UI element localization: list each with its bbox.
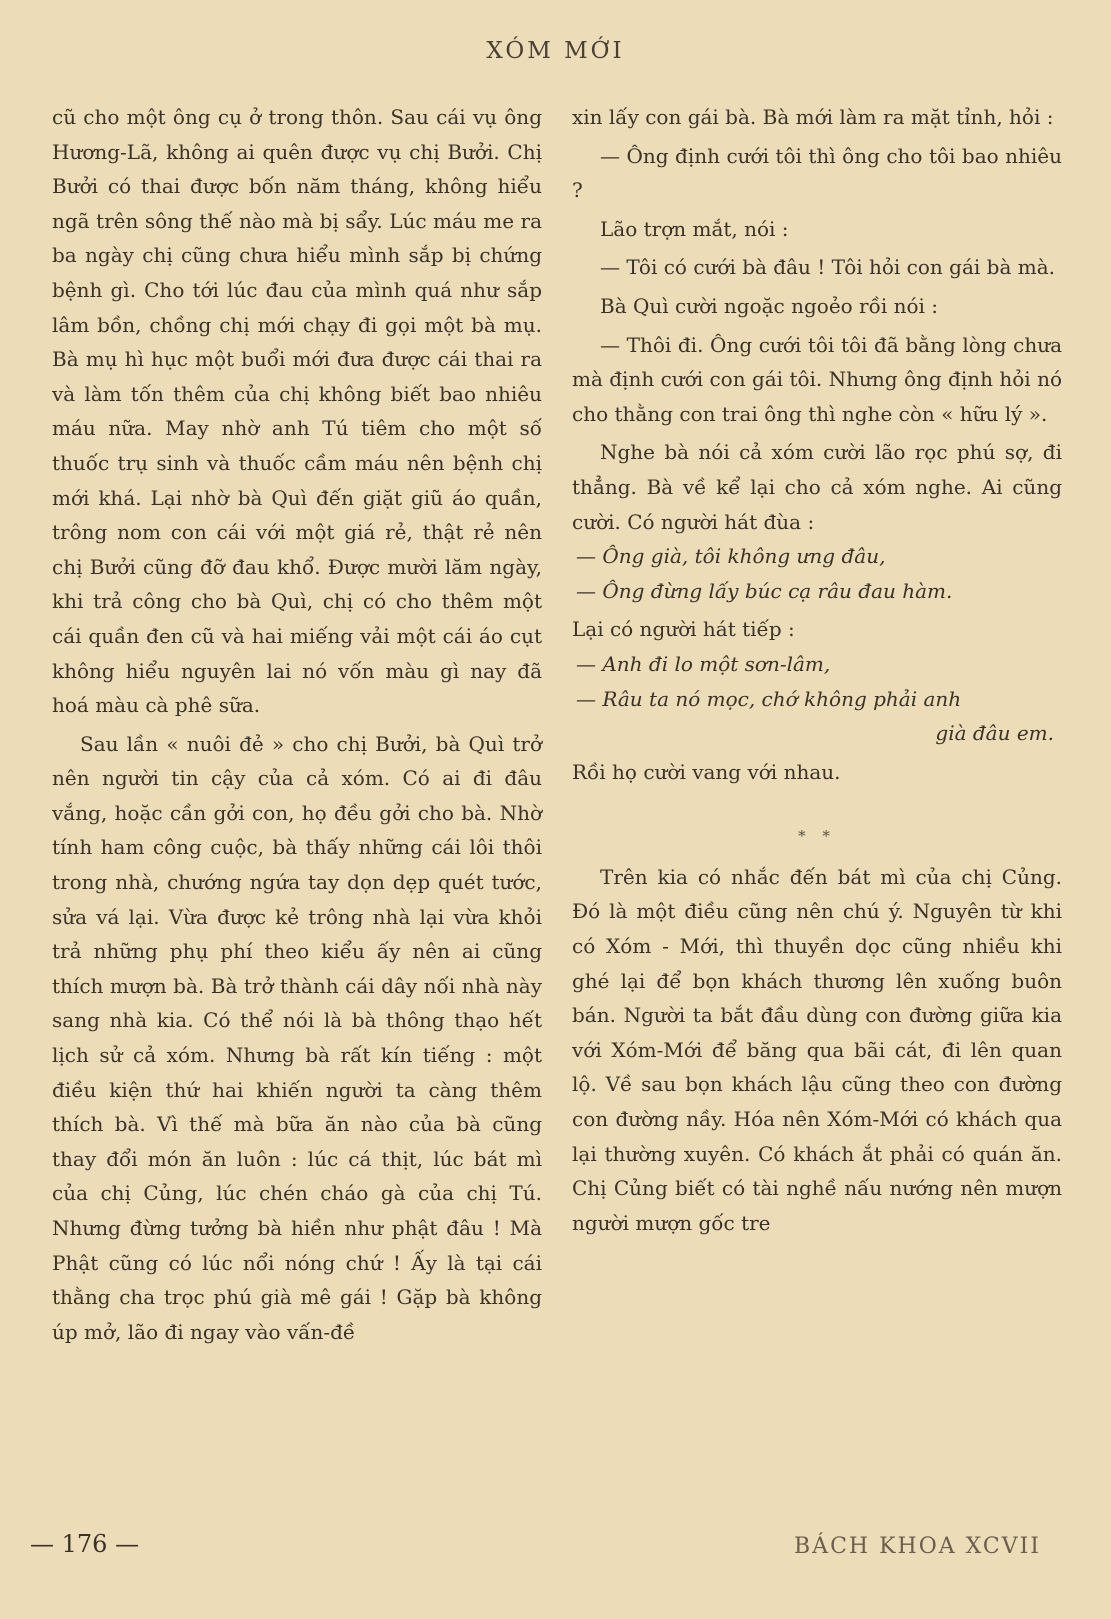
- paragraph: Sau lần « nuôi đẻ » cho chị Bưởi, bà Quì trở nên người tin cậy của cả xóm. Có ai đi đâu vắng, hoặc cần gởi con, họ đều gởi cho bà. Nhờ tính ham công cuộc, bà thấy những cái lôi thôi trong nhà, chướng ngứa tay dọn dẹp quét tước, sửa vá lại. Vừa được kẻ trông nhà lại vừa khỏi trả những phụ phí theo kiểu ấy nên ai cũng thích mượn bà. Bà trở thành cái dây nối nhà này sang nhà kia. Có thể nói là bà thông thạo hết lịch sử cả xóm. Nhưng bà rất kín tiếng : một điều kiện thứ hai khiến người ta càng thêm thích bà. Vì thế mà bữa ăn nào của bà cũng thay đổi món ăn luôn : lúc cá thịt, lúc bát mì của chị Củng, lúc chén cháo gà của chị Tú. Nhưng đừng tưởng bà hiền như phật đâu ! Mà Phật cũng có lúc nổi nóng chứ ! Ấy là tại cái thằng cha trọc phú già mê gái ! Gặp bà không úp mở, lão đi ngay vào vấn-đề: [52, 731, 542, 1344]
- dialogue-line: — Thôi đi. Ông cưới tôi tôi đã bằng lòng chưa mà định cưới con gái tôi. Nhưng ông định hỏi nó cho thằng con trai ông thì nghe còn « hữu lý ».: [572, 332, 1062, 426]
- paragraph: Lại có người hát tiếp :: [572, 617, 795, 642]
- page-number: — 176 —: [30, 1530, 140, 1558]
- verse-line: — Râu ta nó mọc, chớ không phải anh: [576, 686, 962, 711]
- verse-line: — Ông già, tôi không ưng đâu,: [576, 544, 886, 569]
- section-separator: * *: [798, 827, 836, 846]
- paragraph: Bà Quì cười ngoặc ngoẻo rồi nói :: [600, 293, 939, 318]
- paragraph: Trên kia có nhắc đến bát mì của chị Củng. Đó là một điều cũng nên chú ý. Nguyên từ khi có Xóm - Mới, thì thuyền dọc cũng nhiều khi ghé lại để bọn khách thương lên xuống buôn bán. Người ta bắt đầu dùng con đường giữa kia với Xóm-Mới để băng qua bãi cát, đi lên quan lộ. Về sau bọn khách lậu cũng theo con đường con đường nầy. Hóa nên Xóm-Mới có khách qua lại thường xuyên. Có khách ắt phải có quán ăn. Chị Củng biết có tài nghề nấu nướng nên mượn người mượn gốc tre: [572, 864, 1062, 1235]
- paragraph: Nghe bà nói cả xóm cười lão rọc phú sợ, đi thẳng. Bà về kể lại cho cả xóm nghe. Ai cũng cười. Có người hát đùa :: [572, 440, 1062, 534]
- paragraph: Lão trợn mắt, nói :: [600, 216, 789, 241]
- verse-line: già đâu em.: [935, 721, 1054, 746]
- paragraph: xin lấy con gái bà. Bà mới làm ra mặt tỉnh, hỏi :: [572, 105, 1054, 129]
- issue-label: BÁCH KHOA XCVII: [794, 1534, 1041, 1559]
- paragraph: Rồi họ cười vang với nhau.: [572, 759, 841, 784]
- page-title: XÓM MỚI: [486, 38, 625, 64]
- left-column: [52, 100, 542, 1349]
- paragraph: cũ cho một ông cụ ở trong thôn. Sau cái vụ ông Hương-Lã, không ai quên được vụ chị Bưởi. Chị Bưởi có thai được bốn năm tháng, không hiểu ngã trên sông thế nào mà bị sẩy. Lúc máu me ra ba ngày chị cũng chưa hiểu mình sắp bị chứng bệnh gì. Cho tới lúc đau của mình quá như sắp lâm bồn, chồng chị mới chạy đi gọi một bà mụ. Bà mụ hì hục một buổi mới đưa được cái thai ra và làm tốn thêm của chị không biết bao nhiêu máu nữa. May nhờ anh Tú tiêm cho một số thuốc trụ sinh và thuốc cầm máu nên bệnh chị mới khá. Lại nhờ bà Quì đến giặt giũ áo quần, trông nom con cái với một giá rẻ, thật rẻ nên chị Bưởi cũng đỡ đau khổ. Được mười lăm ngày, khi trả công cho bà Quì, chị có cho thêm một cái quần đen cũ và hai miếng vải một cái áo cụt không hiểu nguyên lai nó vốn màu gì nay đã hoá màu cà phê sữa.: [52, 105, 542, 718]
- dialogue-line: — Ông định cưới tôi thì ông cho tôi bao nhiêu ?: [572, 143, 1062, 203]
- right-column: [572, 100, 1062, 1240]
- dialogue-line: — Tôi có cưới bà đâu ! Tôi hỏi con gái bà mà.: [600, 255, 1055, 280]
- verse-line: — Anh đi lo một sơn-lâm,: [576, 651, 831, 676]
- verse-line: — Ông đừng lấy búc cạ râu đau hàm.: [576, 578, 953, 603]
